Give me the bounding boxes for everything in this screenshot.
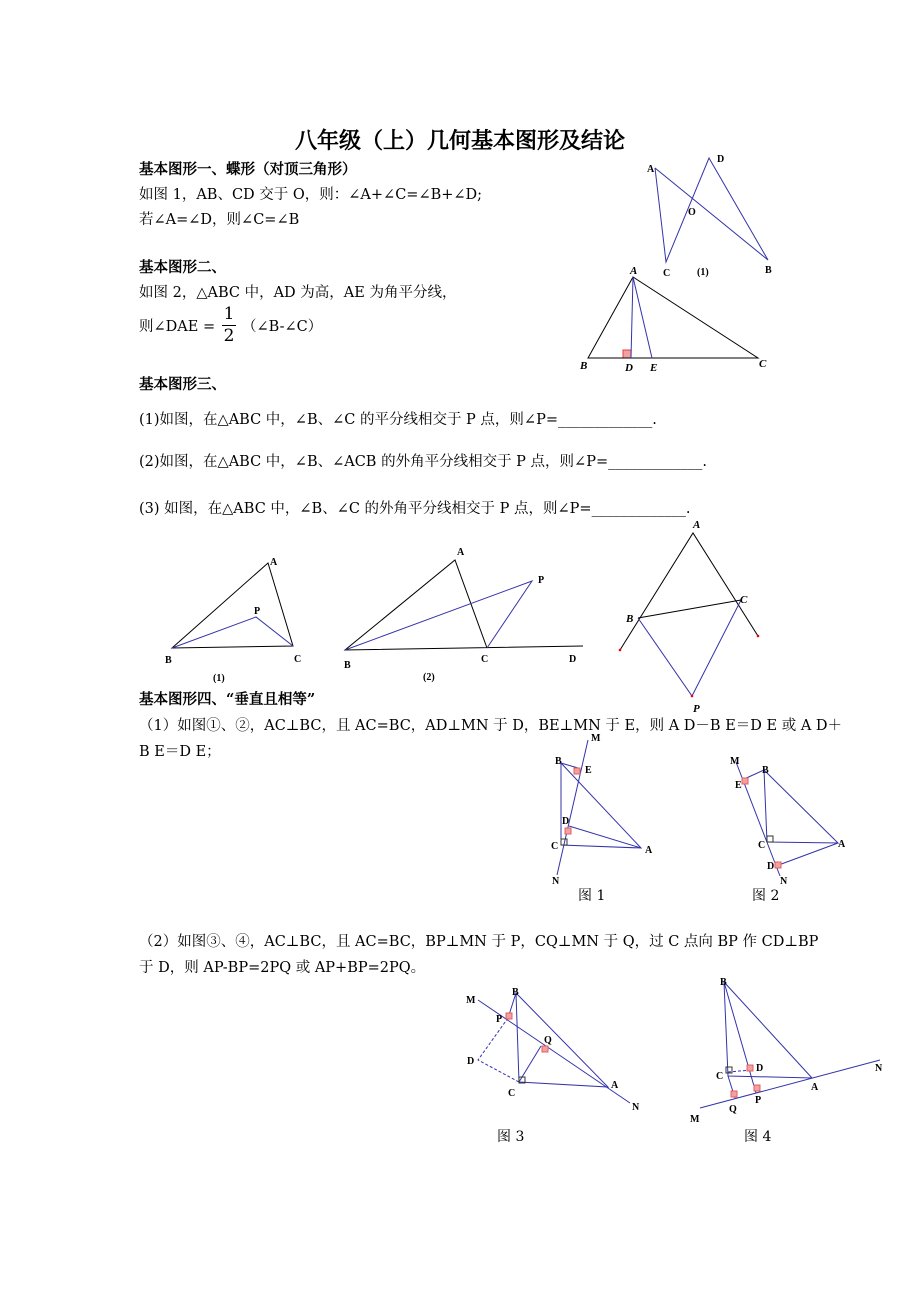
right-angle-mark bbox=[754, 1085, 760, 1091]
fraction-numerator: 1 bbox=[223, 304, 235, 324]
label-D: D bbox=[717, 154, 725, 165]
label-B: B bbox=[626, 613, 634, 625]
triangle-ABC bbox=[172, 563, 293, 648]
label-B: B bbox=[165, 655, 172, 666]
label-Q: Q bbox=[544, 1035, 552, 1046]
section3-q2: (2)如图，在△ABC 中，∠B、∠ACB 的外角平分线相交于 P 点，则∠P=_____________. bbox=[139, 454, 707, 470]
label-D: D bbox=[562, 816, 570, 827]
label-B: B bbox=[765, 265, 772, 276]
s4-figure-1 bbox=[557, 740, 641, 875]
bisector-AE bbox=[633, 277, 652, 358]
triangle-ABC bbox=[588, 277, 758, 358]
label-A: A bbox=[647, 164, 655, 175]
right-angle-mark bbox=[731, 1091, 737, 1097]
label-D: D bbox=[767, 861, 775, 872]
section1-line2: 若∠A=∠D，则∠C=∠B bbox=[139, 212, 300, 228]
dashed-PD-DC bbox=[478, 1018, 519, 1082]
triangle-ABC bbox=[724, 982, 812, 1078]
fraction-denominator: 2 bbox=[223, 326, 235, 346]
s4-figure-2 bbox=[736, 762, 838, 876]
label-A: A bbox=[611, 1080, 619, 1091]
label-C: C bbox=[740, 594, 748, 606]
section2-heading: 基本图形二、 bbox=[139, 259, 226, 276]
s3-figure-1 bbox=[172, 563, 293, 648]
section2-line1: 如图 2，△ABC 中，AD 为高，AE 为角平分线， bbox=[139, 285, 457, 301]
label-M: M bbox=[591, 733, 601, 744]
point bbox=[619, 649, 622, 652]
label-E: E bbox=[650, 362, 658, 374]
caption: (2) bbox=[423, 672, 435, 683]
label-C: C bbox=[663, 268, 671, 279]
label-M: M bbox=[730, 756, 740, 767]
label-D: D bbox=[756, 1063, 764, 1074]
caption: 图 1 bbox=[578, 888, 606, 904]
section4-heading: 基本图形四、“垂直且相等” bbox=[139, 691, 316, 708]
label-P: P bbox=[693, 703, 700, 715]
right-angle-mark bbox=[623, 350, 631, 358]
label-C: C bbox=[551, 841, 559, 852]
label-B: B bbox=[344, 660, 351, 671]
label-P: P bbox=[755, 1095, 762, 1106]
right-angle-mark bbox=[542, 1046, 548, 1052]
label-P: P bbox=[254, 606, 261, 617]
right-angle-mark bbox=[742, 778, 748, 784]
label-N: N bbox=[552, 876, 560, 887]
page-title: 八年级（上）几何基本图形及结论 bbox=[294, 128, 625, 154]
section4-p1-line2: B E＝D E； bbox=[139, 744, 221, 760]
label-A: A bbox=[645, 845, 653, 856]
label-C: C bbox=[508, 1088, 516, 1099]
caption: 图 2 bbox=[752, 888, 780, 904]
label-N: N bbox=[875, 1063, 883, 1074]
label-N: N bbox=[632, 1102, 640, 1113]
label-C: C bbox=[716, 1071, 724, 1082]
label-P: P bbox=[496, 1014, 503, 1025]
section2-line2-pre: 则∠DAE = bbox=[139, 319, 216, 335]
triangle-ABC bbox=[516, 993, 608, 1087]
segment-AD bbox=[776, 843, 838, 866]
figure-butterfly bbox=[655, 158, 768, 262]
label-B: B bbox=[580, 360, 588, 372]
label-B: B bbox=[512, 987, 519, 998]
label-C: C bbox=[481, 654, 489, 665]
altitude-AD bbox=[631, 277, 633, 358]
label-E: E bbox=[585, 765, 592, 776]
section4-p2-line2: 于 D，则 AP-BP=2PQ 或 AP+BP=2PQ。 bbox=[139, 960, 426, 976]
right-angle-mark bbox=[747, 1065, 753, 1071]
label-A: A bbox=[693, 519, 701, 531]
s4-figure-3 bbox=[478, 993, 630, 1103]
section3-q3: (3) 如图，在△ABC 中，∠B、∠C 的外角平分线相交于 P 点，则∠P=_____________. bbox=[139, 501, 691, 517]
external-bisectors bbox=[638, 600, 741, 696]
section3-q1: (1)如图，在△ABC 中，∠B、∠C 的平分线相交于 P 点，则∠P=_____________. bbox=[139, 412, 657, 428]
label-D: D bbox=[569, 654, 577, 665]
right-angle-mark bbox=[506, 1013, 512, 1019]
section4-p2-line1: （2）如图③、④，AC⊥BC，且 AC=BC，BP⊥MN 于 P，CQ⊥MN 于 Q，过 C 点向 BP 作 CD⊥BP bbox=[139, 934, 819, 950]
s3-figure-3 bbox=[619, 533, 760, 697]
label-D: D bbox=[625, 362, 633, 374]
point bbox=[757, 635, 760, 638]
label-C: C bbox=[759, 358, 767, 370]
label-A: A bbox=[838, 839, 846, 850]
section1-heading: 基本图形一、蝶形（对顶三角形） bbox=[139, 161, 357, 178]
label-M: M bbox=[466, 995, 476, 1006]
side-BC bbox=[638, 600, 741, 618]
section2-line2-post: （∠B-∠C） bbox=[242, 319, 323, 335]
label-C: C bbox=[758, 840, 766, 851]
label-E: E bbox=[735, 780, 742, 791]
label-A: A bbox=[457, 547, 465, 558]
right-angle-mark bbox=[565, 828, 571, 834]
right-angle-mark bbox=[767, 836, 773, 842]
extended-sides bbox=[620, 533, 758, 650]
section3-heading: 基本图形三、 bbox=[139, 376, 226, 393]
caption: (1) bbox=[213, 673, 225, 684]
label-N: N bbox=[780, 876, 788, 887]
caption: (1) bbox=[697, 267, 709, 278]
label-M: M bbox=[690, 1114, 700, 1125]
bisectors-BP-CP bbox=[345, 581, 532, 650]
label-A: A bbox=[811, 1082, 819, 1093]
label-O: O bbox=[688, 207, 696, 218]
label-B: B bbox=[720, 977, 727, 988]
s4-figure-4 bbox=[700, 982, 880, 1108]
figure-altitude-bisector bbox=[588, 277, 758, 358]
caption: 图 4 bbox=[744, 1129, 772, 1145]
label-A: A bbox=[270, 557, 278, 568]
point bbox=[691, 695, 694, 698]
section4-p1-line1: （1）如图①、②，AC⊥BC，且 AC=BC，AD⊥MN 于 D，BE⊥MN 于 E，则 A D－B E＝D E 或 A D＋ bbox=[139, 718, 843, 734]
label-A: A bbox=[630, 265, 638, 277]
right-angle-mark bbox=[775, 862, 781, 868]
label-B: B bbox=[762, 765, 769, 776]
triangle-ABC bbox=[764, 770, 838, 843]
section1-line1: 如图 1，AB、CD 交于 O，则：∠A+∠C=∠B+∠D; bbox=[139, 187, 483, 203]
s3-figure-2 bbox=[345, 560, 583, 650]
label-P: P bbox=[538, 575, 545, 586]
butterfly-lines bbox=[655, 158, 768, 262]
right-angle-mark bbox=[574, 768, 580, 774]
label-D: D bbox=[467, 1056, 475, 1067]
label-B: B bbox=[555, 756, 562, 767]
caption: 图 3 bbox=[497, 1129, 525, 1145]
label-Q: Q bbox=[729, 1104, 737, 1115]
label-C: C bbox=[294, 654, 302, 665]
